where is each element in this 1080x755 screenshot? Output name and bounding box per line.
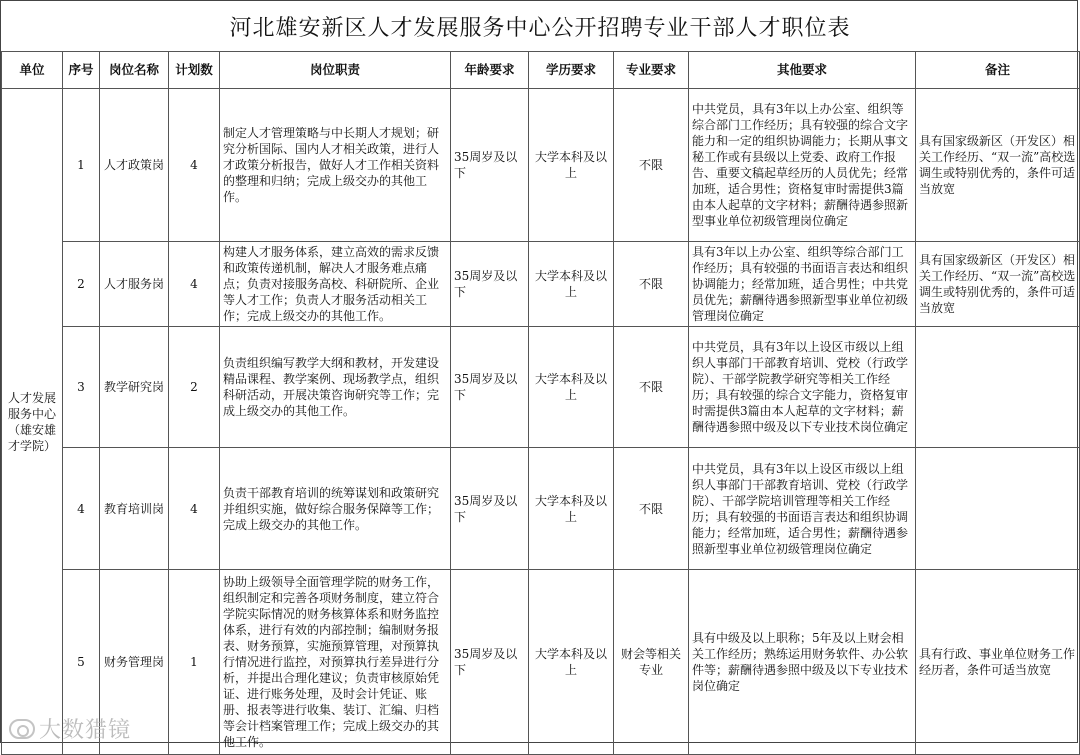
- table-row: [2, 327, 1080, 448]
- row-edu: 大学本科及以上: [529, 448, 614, 570]
- row-major: 不限: [614, 327, 689, 448]
- header-major: 专业要求: [614, 52, 689, 89]
- row-age: 35周岁及以下: [451, 89, 529, 242]
- header-post: 岗位名称: [100, 52, 169, 89]
- row-major: 不限: [614, 89, 689, 242]
- row-age: 35周岁及以下: [451, 570, 529, 755]
- row-other: 中共党员，具有3年以上设区市级以上组织人事部门干部教育培训、党校（行政学院）、干部学院培训管理等相关工作经历；具有较强的书面语言表达和组织协调能力；经常加班，适合男性；薪酬待遇参照新型事业单位初级管理岗位确定: [689, 448, 916, 570]
- row-other: 中共党员，具有3年以上设区市级以上组织人事部门干部教育培训、党校（行政学院）、干部学院教学研究等相关工作经历；具有较强的综合文字能力，资格复审时需提供3篇由本人起草的文字材料；薪酬待遇参照中级及以下专业技术岗位确定: [689, 327, 916, 448]
- row-major: 不限: [614, 448, 689, 570]
- header-unit: 单位: [2, 52, 63, 89]
- row-plan: 4: [169, 89, 220, 242]
- header-plan: 计划数: [169, 52, 220, 89]
- row-edu: 大学本科及以上: [529, 570, 614, 755]
- row-post: 人才服务岗: [100, 242, 169, 327]
- table-header-row: [2, 52, 1080, 89]
- row-edu: 大学本科及以上: [529, 327, 614, 448]
- row-age: 35周岁及以下: [451, 242, 529, 327]
- row-post: 教学研究岗: [100, 327, 169, 448]
- row-note: [916, 448, 1080, 570]
- header-duty: 岗位职责: [220, 52, 451, 89]
- row-plan: 2: [169, 327, 220, 448]
- header-other: 其他要求: [689, 52, 916, 89]
- watermark-text: 大数猎镜: [39, 718, 132, 743]
- row-age: 35周岁及以下: [451, 448, 529, 570]
- row-note: 具有行政、事业单位财务工作经历者，条件可适当放宽: [916, 570, 1080, 755]
- row-duty: 协助上级领导全面管理学院的财务工作，组织制定和完善各项财务制度，建立符合学院实际情况的财务核算体系和财务监控体系，进行有效的内部控制；编制财务报表、财务预算，实施预算管理，对预算执行情况进行监控，对预算执行差异进行分析，并提出合理化建议；负责审核原始凭证、进行账务处理，及时会计凭证、账册、报表等进行收集、装订、汇编、归档等会计档案管理工作；完成上级交办的其他工作。: [220, 570, 451, 755]
- row-edu: 大学本科及以上: [529, 242, 614, 327]
- row-seq: 3: [63, 327, 100, 448]
- row-seq: 2: [63, 242, 100, 327]
- row-major: 财会等相关专业: [614, 570, 689, 755]
- header-age: 年龄要求: [451, 52, 529, 89]
- row-plan: 4: [169, 448, 220, 570]
- watermark: [9, 713, 131, 744]
- positions-table: [1, 51, 1080, 755]
- table-row: [2, 89, 1080, 242]
- row-note: 具有国家级新区（开发区）相关工作经历、“双一流”高校选调生或特别优秀的，条件可适当放宽: [916, 242, 1080, 327]
- row-edu: 大学本科及以上: [529, 89, 614, 242]
- row-plan: 4: [169, 242, 220, 327]
- row-duty: 构建人才服务体系，建立高效的需求反馈和政策传递机制，解决人才服务难点痛点；负责对接服务高校、科研院所、企业等人才工作；负责人才服务活动相关工作；完成上级交办的其他工作。: [220, 242, 451, 327]
- row-other: 具有中级及以上职称；5年及以上财会相关工作经历；熟练运用财务软件、办公软件等；薪酬待遇参照中级及以下专业技术岗位确定: [689, 570, 916, 755]
- unit-name: 人才发展服务中心（雄安雄才学院）: [2, 89, 63, 755]
- row-plan: 1: [169, 570, 220, 755]
- weibo-logo-icon: [9, 719, 35, 739]
- row-post: 教育培训岗: [100, 448, 169, 570]
- row-seq: 1: [63, 89, 100, 242]
- row-duty: 制定人才管理策略与中长期人才规划；研究分析国际、国内人才相关政策，进行人才政策分析报告，做好人才工作相关资料的整理和归纳；完成上级交办的其他工作。: [220, 89, 451, 242]
- page-title: 河北雄安新区人才发展服务中心公开招聘专业干部人才职位表: [1, 1, 1079, 52]
- table-row: [2, 448, 1080, 570]
- header-note: 备注: [916, 52, 1080, 89]
- row-duty: 负责组织编写教学大纲和教材，开发建设精品课程、教学案例、现场教学点，组织科研活动，开展决策咨询研究等工作；完成上级交办的其他工作。: [220, 327, 451, 448]
- row-major: 不限: [614, 242, 689, 327]
- table-row: [2, 242, 1080, 327]
- row-post: 人才政策岗: [100, 89, 169, 242]
- row-other: 具有3年以上办公室、组织等综合部门工作经历；具有较强的书面语言表达和组织协调能力；经常加班，适合男性；中共党员优先；薪酬待遇参照新型事业单位初级管理岗位确定: [689, 242, 916, 327]
- row-duty: 负责干部教育培训的统筹谋划和政策研究并组织实施，做好综合服务保障等工作；完成上级交办的其他工作。: [220, 448, 451, 570]
- row-seq: 4: [63, 448, 100, 570]
- table-row: [2, 570, 1080, 755]
- row-seq: 5: [63, 570, 100, 755]
- row-note: [916, 327, 1080, 448]
- header-edu: 学历要求: [529, 52, 614, 89]
- row-other: 中共党员，具有3年以上办公室、组织等综合部门工作经历；具有较强的综合文字能力和一定的组织协调能力；长期从事文秘工作或有县级以上党委、政府工作报告、重要文稿起草经历的人员优先；经常加班，适合男性；资格复审时需提供3篇由本人起草的文字材料；薪酬待遇参照新型事业单位初级管理岗位确定: [689, 89, 916, 242]
- row-post: 财务管理岗: [100, 570, 169, 755]
- header-seq: 序号: [63, 52, 100, 89]
- row-age: 35周岁及以下: [451, 327, 529, 448]
- row-note: 具有国家级新区（开发区）相关工作经历、“双一流”高校选调生或特别优秀的，条件可适当放宽: [916, 89, 1080, 242]
